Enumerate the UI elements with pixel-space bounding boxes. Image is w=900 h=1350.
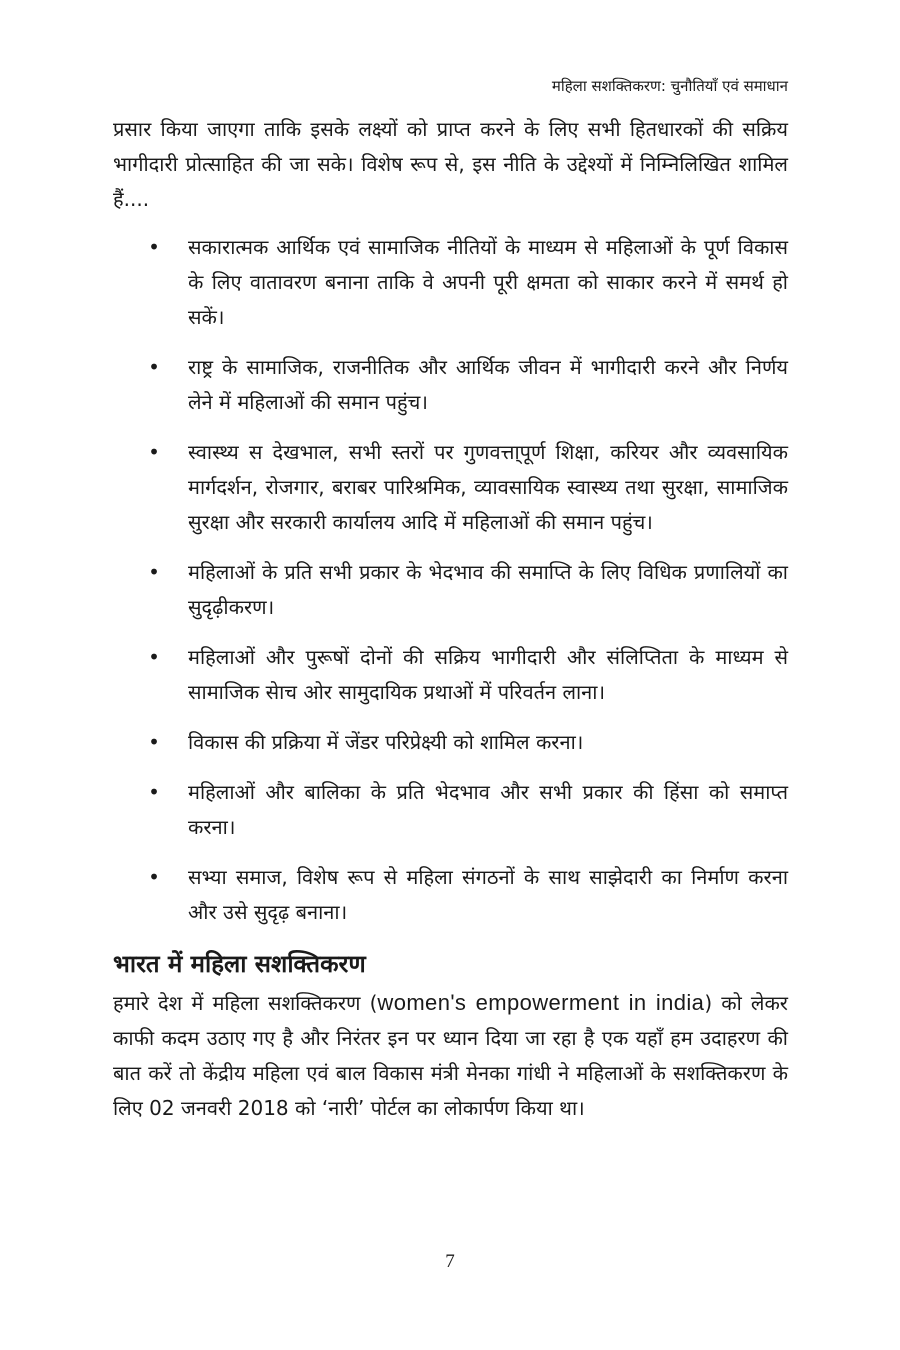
bullet-icon: • xyxy=(148,355,160,379)
bullet-icon: • xyxy=(148,730,160,754)
objective-item xyxy=(113,435,788,540)
objective-text: स्वास्थ्य स देखभाल, सभी स्तरों पर गुणवत्ता्पूर्ण शिक्षा, करियर और व्यवसायिक मार्गदर्शन, रोजगार, बराबर पारिश्रमिक, व्यावसायिक स्वास्थ्य तथा सुरक्षा, सामाजिक सुरक्षा और सरकारी कार्यालय आदि में महिलाओं की समान पहुंच। xyxy=(188,440,788,534)
bullet-icon: • xyxy=(148,560,160,584)
objective-item xyxy=(113,860,788,930)
objective-text: महिलाओं के प्रति सभी प्रकार के भेदभाव की समाप्ति के लिए विधिक प्रणालियों का सुदृढ़ीकरण। xyxy=(188,560,788,619)
objective-item xyxy=(113,230,788,335)
section-heading: भारत में महिला सशक्तिकरण xyxy=(113,950,366,978)
section-paragraph-rest: ) को लेकर काफी कदम उठाए गए है और निरंतर इन पर ध्यान दिया जा रहा है एक यहाँ हम उदाहरण की बात करें तो केंद्रीय महिला एवं बाल विकास मंत्री मेनका गांधी ने महिलाओं के सशक्तिकरण के लिए 02 जनवरी 2018 को ‘नारी’ पोर्टल का लोकार्पण किया था। xyxy=(113,991,788,1120)
bullet-icon: • xyxy=(148,865,160,889)
objective-text: विकास की प्रक्रिया में जेंडर परिप्रेक्ष्यी को शामिल करना। xyxy=(188,730,584,754)
objective-text: सभ्या समाज, विशेष रूप से महिला संगठनों के साथ साझेदारी का निर्माण करना और उसे सुदृढ़ बनाना। xyxy=(188,865,788,924)
objective-text: महिलाओं और बालिका के प्रति भेदभाव और सभी प्रकार की हिंसा को समाप्त करना। xyxy=(188,780,788,839)
objective-item xyxy=(113,725,788,760)
intro-paragraph: प्रसार किया जाएगा ताकि इसके लक्ष्यों को प्राप्त करने के लिए सभी हितधारकों की सक्रिय भागीदारी प्रोत्साहित की जा सके। विशेष रूप से, इस नीति के उद्देश्यों में निम्निलिखित शामिल हैं.... xyxy=(113,117,788,211)
objective-item xyxy=(113,775,788,845)
objective-item xyxy=(113,640,788,710)
objective-item xyxy=(113,350,788,420)
section-paragraph xyxy=(113,985,788,1126)
running-header: महिला सशक्तिकरण: चुनौतियाँ एवं समाधान xyxy=(551,77,788,95)
bullet-icon: • xyxy=(148,645,160,669)
bullet-icon: • xyxy=(148,440,160,464)
page-number: 7 xyxy=(445,1251,455,1272)
objective-text: महिलाओं और पुरूषों दोनों की सक्रिय भागीदारी और संलिप्तिता के माध्यम से सामाजिक सेाच ओर सामुदायिक प्रथाओं में परिवर्तन लाना। xyxy=(188,645,788,704)
english-phrase: women's empowerment in india xyxy=(377,990,705,1015)
bullet-icon: • xyxy=(148,780,160,804)
section-paragraph-start: हमारे देश में महिला सशक्तिकरण ( xyxy=(113,991,378,1015)
objective-text: सकारात्मक आर्थिक एवं सामाजिक नीतियों के माध्यम से महिलाओं के पूर्ण विकास के लिए वातावरण बनाना ताकि वे अपनी पूरी क्षमता को साकार करने में समर्थ हो सकें। xyxy=(188,235,788,329)
page-content xyxy=(113,112,788,1126)
objectives-list xyxy=(113,230,788,930)
objective-text: राष्ट्र के सामाजिक, राजनीतिक और आर्थिक जीवन में भागीदारी करने और निर्णय लेने में महिलाओं की समान पहुंच। xyxy=(188,355,788,414)
objective-item xyxy=(113,555,788,625)
bullet-icon: • xyxy=(148,235,160,259)
